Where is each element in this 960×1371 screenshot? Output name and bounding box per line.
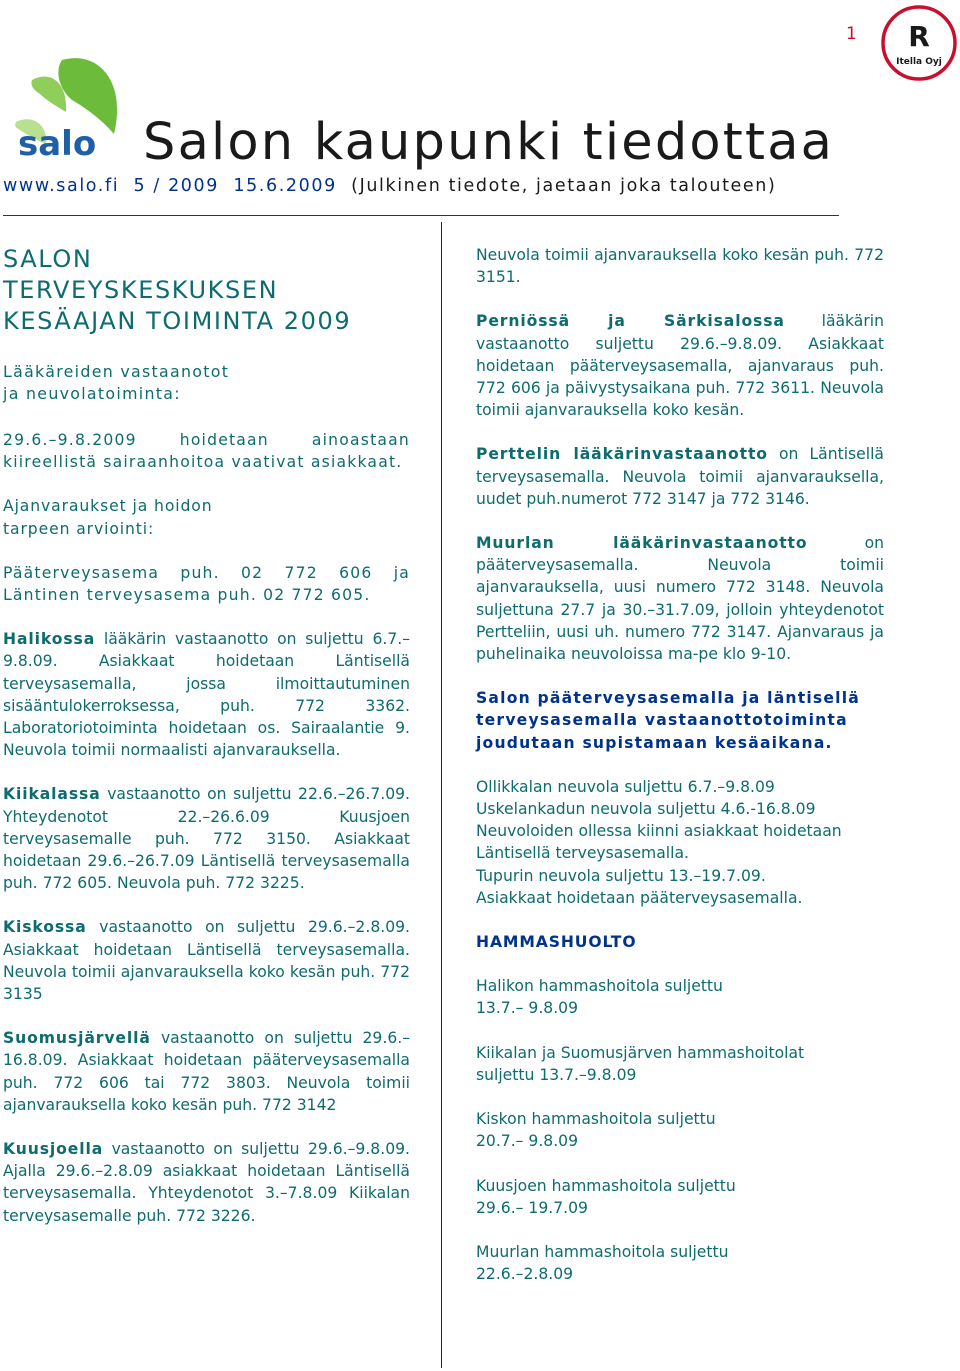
page-number: 1 — [846, 24, 857, 44]
dental-item: Kuusjoen hammashoitola suljettu 29.6.– 19.7.09 — [476, 1176, 736, 1217]
pernio-name: Perniössä ja Särkisalossa — [476, 312, 785, 331]
right-column — [476, 244, 884, 1307]
left-column — [3, 244, 410, 1249]
clinic-closures: Ollikkalan neuvola suljettu 6.7.–9.8.09 Uskelankadun neuvola suljettu 4.6.-16.8.09 Neuvoloiden ollessa kiinni asiakkaat hoidetaan Läntisellä terveysasemalla. Tupurin neuvola suljettu 13.–19.7.09. Asiakkaat hoidetaan pääterveysasemalla. — [476, 777, 842, 907]
column-divider — [441, 222, 442, 1368]
kiikala-name: Kiikalassa — [3, 785, 101, 804]
issue-date: 15.6.2009 — [233, 176, 337, 196]
suomusjarvi-name: Suomusjärvellä — [3, 1029, 151, 1048]
page-title: Salon kaupunki tiedottaa — [143, 113, 835, 172]
section-title: SALON TERVEYSKESKUKSEN KESÄAJAN TOIMINTA 2009 — [3, 245, 352, 335]
pernio-paragraph: Perniössä ja Särkisalossa lääkärin vastaanotto suljettu 29.6.–9.8.09. Asiakkaat hoidetaan pääterveysasemalla, ajanvaraus puh. 772 606 ja päivystysaikana puh. 772 3611. Neuvola toimii ajanvarauksella koko kesän. — [476, 312, 884, 420]
header-rule — [3, 215, 839, 216]
doctor-services-heading: Lääkäreiden vastaanotot ja neuvolatoiminta: — [3, 362, 230, 403]
issue-number: 5 / 2009 — [133, 176, 220, 196]
header-subline — [3, 176, 776, 196]
badge-letter: R — [908, 20, 930, 53]
dental-heading: HAMMASHUOLTO — [476, 933, 637, 952]
site-link[interactable]: www.salo.fi — [3, 176, 120, 196]
muurla-paragraph: Muurlan lääkärinvastaanotto on pääterveysasemalla. Neuvola toimii ajanvarauksella, uusi numero 772 3148. Neuvola suljettuna 27.7 ja 30.–31.7.09, jolloin yhteydenotot Pertteliin, uusi uh. numero 772 3147. Ajanvaraus ja puhelinaika neuvoloissa ma-pe klo 9-10. — [476, 534, 884, 664]
perttel-name: Perttelin lääkärinvastaanotto — [476, 445, 768, 464]
logo-wordmark: salo — [18, 124, 97, 164]
kisko-paragraph: Kiskossa vastaanotto on suljettu 29.6.–2.8.09. Asiakkaat hoidetaan Läntisellä terveysasemalla. Neuvola toimii ajanvarauksella koko kesän puh. 772 3135 — [3, 918, 410, 1004]
dental-item: Muurlan hammashoitola suljettu 22.6.–2.8.09 — [476, 1242, 729, 1284]
booking-phones: Pääterveysasema puh. 02 772 606 ja Läntinen terveysasema puh. 02 772 605. — [3, 563, 410, 605]
distribution-note: (Julkinen tiedote, jaetaan joka talouteen) — [351, 176, 777, 196]
halikko-name: Halikossa — [3, 630, 96, 649]
muurla-name: Muurlan lääkärinvastaanotto — [476, 534, 808, 553]
dental-item: Halikon hammashoitola suljettu 13.7.– 9.8.09 — [476, 977, 723, 1018]
halikko-paragraph: Halikossa lääkärin vastaanotto on suljettu 6.7.–9.8.09. Asiakkaat hoidetaan Läntisellä terveysasemalla, jossa ilmoittautuminen sisääntulokerroksessa, puh. 772 3362. Laboratoriotoiminta hoidetaan os. Sairaalantie 9. Neuvola toimii normaalisti ajanvarauksella. — [3, 630, 410, 760]
badge-text: Itella Oyj — [896, 57, 942, 67]
kuusjoki-name: Kuusjoella — [3, 1140, 104, 1159]
kisko-name: Kiskossa — [3, 918, 87, 937]
dental-item: Kiikalan ja Suomusjärven hammashoitolat suljettu 13.7.–9.8.09 — [476, 1043, 805, 1084]
salo-logo — [2, 42, 134, 170]
urgent-care-notice: 29.6.–9.8.2009 hoidetaan ainoastaan kiireellistä sairaanhoitoa vaativat asiakkaat. — [3, 431, 410, 472]
kuusjoki-paragraph: Kuusjoella vastaanotto on suljettu 29.6.–9.8.09. Ajalla 29.6.–2.8.09 asiakkaat hoidetaan Läntisellä terveysasemalla. Yhteydenotot 3.–7.8.09 Kiikalan terveysasemalle puh. 772 3226. — [3, 1140, 410, 1225]
booking-heading: Ajanvaraukset ja hoidon tarpeen arviointi: — [3, 497, 213, 538]
neuvola-intro: Neuvola toimii ajanvarauksella koko kesän puh. 772 3151. — [476, 246, 884, 287]
kiikala-paragraph: Kiikalassa vastaanotto on suljettu 22.6.–26.7.09. Yhteydenotot 22.–26.6.09 Kuusjoen terveysasemalle puh. 772 3150. Asiakkaat hoidetaan 29.6.–26.7.09 Läntisellä terveysasemalla puh. 772 605. Neuvola puh. 772 3225. — [3, 785, 410, 893]
perttel-paragraph: Perttelin lääkärinvastaanotto on Läntisellä terveysasemalla. Neuvola toimii ajanvarauksella, uudet puh.numerot 772 3147 ja 772 3146. — [476, 445, 884, 508]
restriction-notice: Salon pääterveysasemalla ja läntisellä terveysasemalla vastaanottotoiminta joudutaan supistamaan kesäaikana. — [476, 689, 860, 752]
itella-badge — [880, 4, 958, 82]
dental-item: Kiskon hammashoitola suljettu 20.7.– 9.8.09 — [476, 1110, 716, 1151]
suomusjarvi-paragraph: Suomusjärvellä vastaanotto on suljettu 29.6.–16.8.09. Asiakkaat hoidetaan pääterveysasemalla puh. 772 606 tai 772 3803. Neuvola toimii ajanvarauksella koko kesän puh. 772 3142 — [3, 1029, 410, 1114]
